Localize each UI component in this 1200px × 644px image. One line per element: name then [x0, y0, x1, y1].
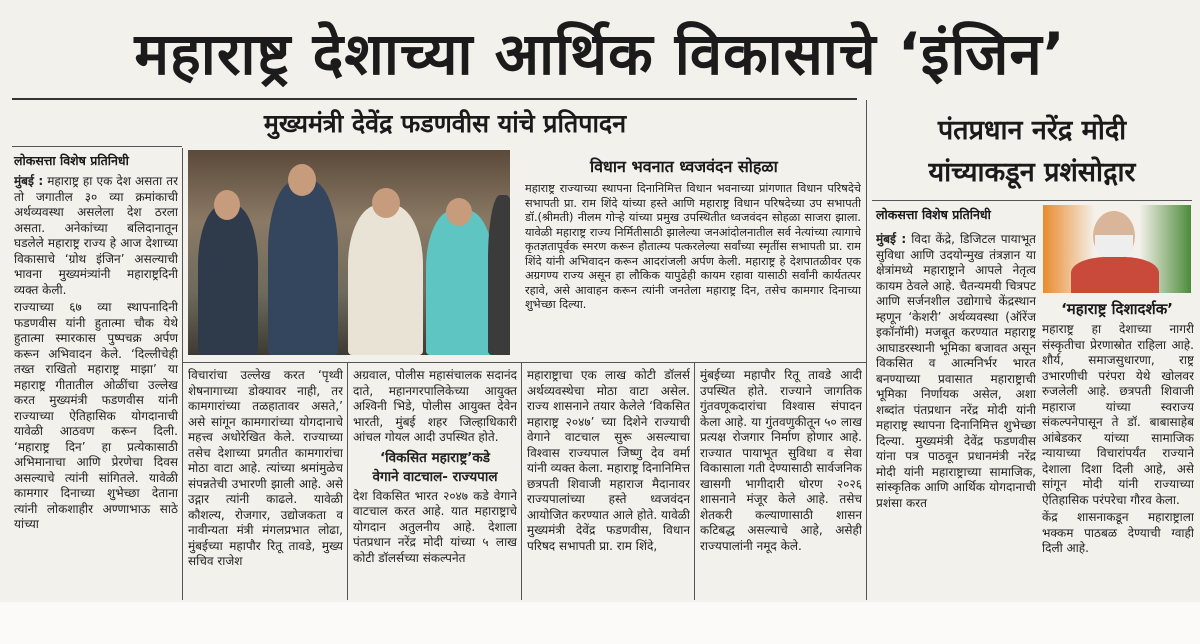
- section-rule: [182, 362, 866, 363]
- byline: लोकसत्ता विशेष प्रतिनिधी: [14, 153, 129, 168]
- right-headline-line1: पंतप्रधान नरेंद्र मोदी: [937, 115, 1127, 146]
- article-column-4: महाराष्ट्राचा एक लाख कोटी डॉलर्स अर्थव्यवस्थेचा मोठा वाटा असेल. राज्य शासनाने तयार केलेले ‘विकसित महाराष्ट्र २०४७’ च्या दिशेने राज्याची वेगाने वाटचाल सुरू असल्याचा विश्वास राज्यपाल जिष्णु देव वर्मा यांनी व्यक्त केला. महाराष्ट्र दिनानिमित्त छत्रपती शिवाजी महाराज मैदानावर राज्यपालांच्या हस्ते ध्वजवंदन आयोजित करण्यात आले होते. यावेळी मुख्यमंत्री देवेंद्र फडणवीस, विधान परिषद सभापती प्रा. राम शिंदे,: [527, 368, 690, 553]
- article-text: राज्याच्या ६७ व्या स्थापनादिनी फडणवीस यांनी हुतात्मा चौक येथे हुतात्मा स्मारकास पुष्पचक्र अर्पण करून अभिवादन केले. ‘दिल्लीचेही तख्त राखितो महाराष्ट्र माझा’ या महाराष्ट्र गीतातील ओळींचा उल्लेख करत मुख्यमंत्री फडणवीस यांनी राज्याच्या ऐतिहासिक योगदानाची यावेळी आठवण करून दिली. ‘महाराष्ट्र दिन’ हा प्रत्येकासाठी अभिमानाचा आणि प्रेरणेचा दिवस असल्याचे त्यांनी सांगितले. यावेळी कामगार दिनाच्या शुभेच्छा देताना त्यांनी लोकशाहीर अण्णाभाऊ साठे यांच्या: [14, 300, 178, 531]
- right-dateline: मुंबई :: [876, 232, 907, 246]
- column-divider: [182, 148, 183, 600]
- article-text: केंद्र शासनाकडून महाराष्ट्राला भक्कम पाठबळ देण्याची ग्वाही दिली आहे.: [1042, 510, 1194, 555]
- article-column-2: विचारांचा उल्लेख करत ‘पृथ्वी शेषनागाच्या डोक्यावर नाही, तर कामगारांच्या तळहातावर असते,’ असे सांगून कामगारांच्या योगदानाचे महत्त्व अधोरेखित केले. राज्याच्या तसेच देशाच्या प्रगतीत कामगारांचा मोठा वाटा आहे. त्यांच्या श्रमांमुळेच संपन्नतेची उभारणी झाली आहे. असे उद्गार त्यांनी काढले. यावेळी कौशल्य, रोजगार, उद्योजकता व नावीन्यता मंत्री मंगलप्रभात लोढा, मुंबईच्या महापौर रितू तावडे, मुख्य सचिव राजेश: [188, 368, 343, 568]
- article-text: अग्रवाल, पोलीस महासंचालक सदानंद दाते, महानगरपालिकेच्या आयुक्त अश्विनी भिडे, पोलीस आयुक्त देवेन भारती, मुंबई शहर जिल्हाधिकारी आंचल गोयल आदी उपस्थित होते.: [353, 368, 517, 444]
- byline-rule: [12, 146, 182, 147]
- subheading: वेगाने वाटचाल- राज्यपाल: [372, 468, 498, 485]
- right-byline-rule: [872, 200, 1192, 201]
- right-article-column-2: [1042, 322, 1194, 594]
- sidebar-text: महाराष्ट्र राज्याच्या स्थापना दिनानिमित्त विधान भवनाच्या प्रांगणात विधान परिषदेचे सभापती प्रा. राम शिंदे यांच्या हस्ते आणि महाराष्ट्र विधान परिषदेच्या उप सभापती डॉ.(श्रीमती) नीलम गोऱ्हे यांच्या प्रमुख उपस्थितीत ध्वजवंदन सोहळा साजरा झाला. यावेळी महाराष्ट्र राज्य निर्मितीसाठी झालेल्या जनआंदोलनातील सर्व नेत्यांच्या त्यागाचे कृतज्ञतापूर्वक स्मरण करून हौतात्म्य पत्करलेल्या सर्वांच्या स्मृतींस सभापती प्रा. राम शिंदे यांनी अभिवादन करून आदरांजली अर्पण केली. महाराष्ट्र हे देशपातळीवर एक अग्रगण्य राज्य असून हा लौकिक यापुढेही कायम रहावा यासाठी सर्वांनी कार्यतत्पर रहावे, असे आवाहन करून त्यांनी जनतेला महाराष्ट्र दिन, तसेच कामगार दिनाच्या शुभेच्छा दिल्या.: [525, 182, 861, 311]
- right-byline: लोकसत्ता विशेष प्रतिनिधी: [876, 207, 991, 222]
- article-text: विदा केंद्रे, डिजिटल पायाभूत सुविधा आणि उदयोन्मुख तंत्रज्ञान या क्षेत्रांमध्ये महाराष्ट्राने आपले नेतृत्व कायम ठेवले आहे. चैतन्यमयी चित्रपट आणि सर्जनशील उद्योगाचे केंद्रस्थान म्हणून ‘केशरी’ अर्थव्यवस्था (ऑरेंज इकॉनॉमी) मजबूत करण्यात महाराष्ट्र आघाडरस्थानी भूमिका बजावत असून विकसित व आत्मनिर्भर भारत बनण्याच्या प्रवासात महाराष्ट्राची भूमिका निर्णायक असेल, अशा शब्दांत पंतप्रधान नरेंद्र मोदी यांनी महाराष्ट्र स्थापना दिनानिमित्त शुभेच्छा दिल्या. मुख्यमंत्री देवेंद्र फडणवीस यांना पत्र पाठवून प्रधानमंत्री नरेंद्र मोदी यांनी महाराष्ट्राच्या सामाजिक, सांस्कृतिक आणि आर्थिक योगदानाची प्रशंसा करत: [876, 232, 1036, 510]
- article-column-3: [353, 368, 517, 596]
- right-headline-line2: यांच्याकडून प्रशंसोद्गार: [928, 157, 1136, 188]
- article-text: महाराष्ट्र हा एक देश असता तर तो जगातील ३० व्या क्रमांकाची अर्थव्यवस्था असलेला देश ठरला असता. अनेकांच्या बलिदानातून घडलेले महाराष्ट्र राज्य हे आज देशाच्या विकासाचे ‘ग्रोथ इंजिन’ असल्याची भावना मुख्यमंत्र्यांनी महाराष्ट्रदिनी व्यक्त केली.: [14, 174, 178, 297]
- article-text: देश विकसित भारत २०४७ कडे वेगाने वाटचाल करत आहे. यात महाराष्ट्राचे योगदान अतुलनीय आहे. देशाला पंतप्रधान नरेंद्र मोदी यांच्या ५ लाख कोटी डॉलर्सच्या संकल्पनेत: [353, 488, 517, 565]
- event-photo: [188, 150, 510, 355]
- pull-quote-title: ‘महाराष्ट्र दिशादर्शक’: [1061, 300, 1173, 318]
- column-divider: [347, 362, 348, 600]
- article-column-1: [14, 174, 178, 594]
- main-headline: महाराष्ट्र देशाच्या आर्थिक विकासाचे ‘इंजिन’: [134, 20, 1066, 88]
- subheading: ‘विकसित महाराष्ट्र’कडे: [380, 449, 490, 466]
- right-article-column: [876, 232, 1036, 592]
- subheadline: मुख्यमंत्री देवेंद्र फडणवीस यांचे प्रतिपादन: [263, 109, 627, 138]
- page-margin: [0, 602, 1200, 644]
- article-text: महाराष्ट्र हा देशाच्या नागरी संस्कृतीचा प्रेरणास्रोत राहिला आहे. शौर्य, समाजसुधारणा, राष्ट्र उभारणीची परंपरा येथे खोलवर रुजलेली आहे. छत्रपती शिवाजी महाराज यांच्या स्वराज्य संकल्पनेपासून ते डॉ. बाबासाहेब आंबेडकर यांच्या सामाजिक न्यायाच्या विचारांपर्यंत राज्याने देशाला दिशा दिली आहे, असे सांगून मोदी यांनी राज्याच्या ऐतिहासिक परंपरेचा गौरव केला.: [1042, 322, 1194, 507]
- column-divider: [694, 362, 695, 600]
- headline-rule: [12, 98, 857, 100]
- column-divider: [521, 362, 522, 600]
- sidebar-title: विधान भवनात ध्वजवंदन सोहळा: [590, 157, 778, 176]
- pm-photo: [1043, 205, 1191, 293]
- article-column-5: मुंबईच्या महापौर रितू तावडे आदी उपस्थित होते. राज्याने जागतिक गुंतवणूकदारांचा विश्वास संपादन केला आहे. या गुंतवणुकीतून ५० लाख प्रत्यक्ष रोजगार निर्माण होणार आहे. राज्यात पायाभूत सुविधा व सेवा विकासाला गती देण्यासाठी सार्वजनिक खासगी भागीदारी धोरण २०२६ शासनाने मंजूर केले आहे. तसेच शेतकरी कल्याणासाठी शासन कटिबद्ध असल्याचे आहे, असेही राज्यपालांनी नमूद केले.: [700, 368, 862, 553]
- column-divider: [866, 100, 867, 600]
- dateline: मुंबई :: [14, 174, 44, 188]
